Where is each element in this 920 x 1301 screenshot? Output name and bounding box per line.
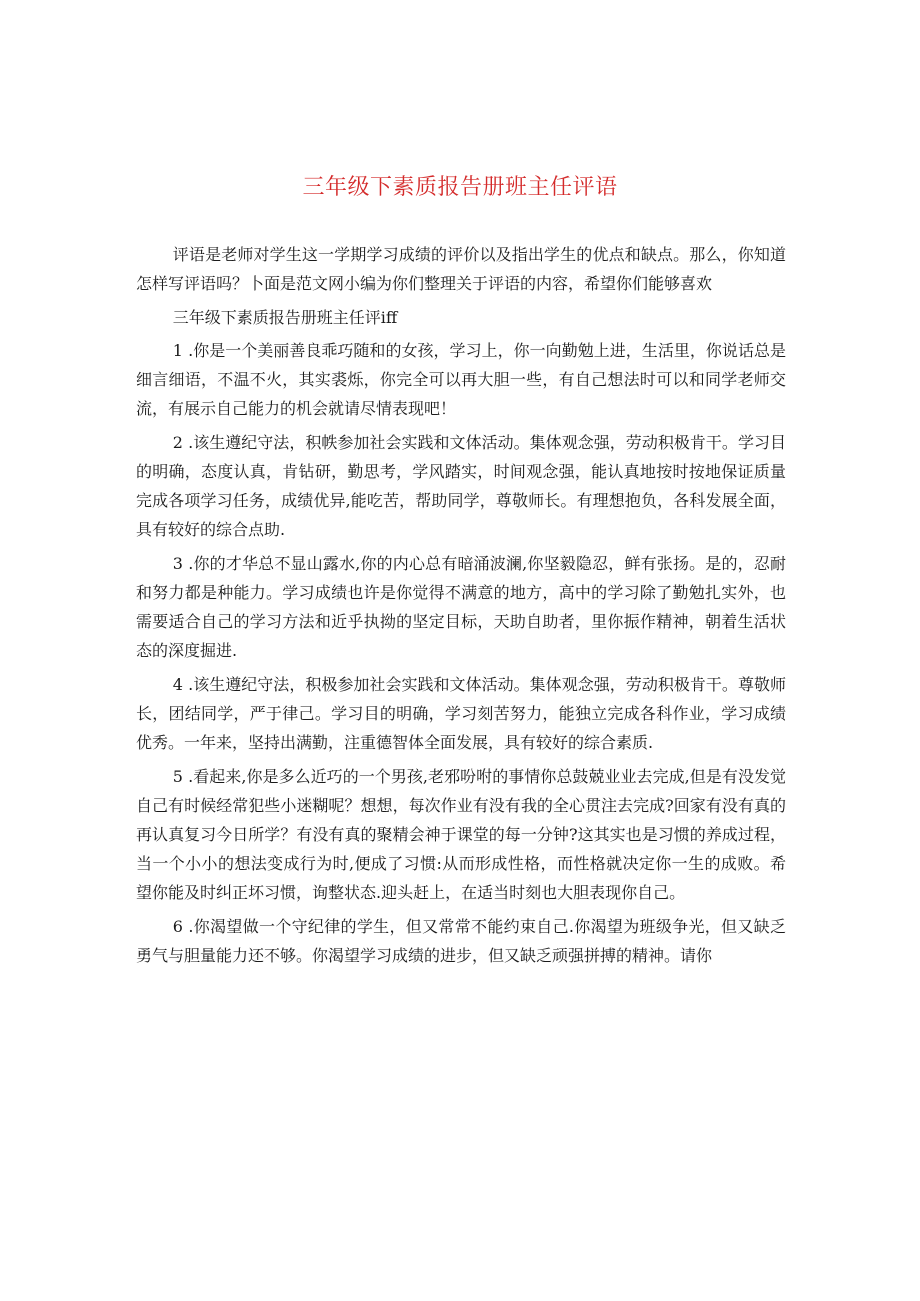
comment-item-6: 6 .你渴望做一个守纪律的学生，但又常常不能约束自己.你渴望为班级争光，但又缺乏勇气与胆量能力还不够。你渴望学习成绩的进步，但又缺乏顽强拼搏的精神。请你	[136, 917, 786, 965]
comment-item-4: 4 .该生遵纪守法，积极参加社会实践和文体活动。集体观念强，劳动积极肯干。尊敬师长，团结同学，严于律己。学习目的明确，学习刻苦努力，能独立完成各科作业，学习成绩优秀。一年来，坚持出满勤，注重德智体全面发展，具有较好的综合素质.	[136, 675, 786, 752]
document-body	[136, 240, 786, 975]
subheading: 三年级下素质报告册班主任评iff	[172, 308, 398, 327]
comment-item-3: 3 .你的才华总不显山露水,你的内心总有暗涌波澜,你坚毅隐忍，鲜有张扬。是的，忍耐和努力都是种能力。学习成绩也许是你觉得不满意的地方，高中的学习除了勤勉扎实外，也需要适合自己的学习方法和近乎执拗的坚定目标，天助自助者，里你振作精神，朝着生活状态的深度掘进.	[136, 554, 786, 660]
document-title: 三年级下素质报告册班主任评语	[302, 175, 618, 200]
comment-item-2: 2 .该生遵纪守法，积帙参加社会实践和文体活动。集体观念强，劳动积极肯干。学习目的明确，态度认真，肯钻研，勤思考，学风踏实，时间观念强，能认真地按时按地保证质量完成各项学习任务，成绩优异,能吃苦，帮助同学，尊敬师长。有理想抱负，各科发展全面，具有较好的综合点助.	[136, 433, 786, 539]
intro-paragraph: 评语是老师对学生这一学期学习成绩的评价以及指出学生的优点和缺点。那么，你知道怎样写评语吗？卜面是范文网小编为你们整理关于评语的内容，希望你们能够喜欢	[136, 245, 786, 293]
comment-item-5: 5 .看起来,你是多么近巧的一个男孩,老邪吩咐的事情你总鼓兢业业去完成,但是有没发觉自己有时候经常犯些小迷糊呢？想想，每次作业有没有我的全心贯注去完成?回家有没有真的再认真复习今日所学？有没有真的聚精会神于课堂的每一分钟?这其实也是习惯的养成过程，当一个小小的想法变成行为时,便成了习惯:从而形成性格，而性格就决定你一生的成败。希望你能及时纠正坏习惯，询整状态.迎头赶上，在适当时刻也大胆表现你自己。	[136, 767, 786, 902]
comment-item-1: 1 .你是一个美丽善良乖巧随和的女孩，学习上，你一向勤勉上进，生活里，你说话总是细言细语，不温不火，其实裘烁，你完全可以再大胆一些，有自己想法时可以和同学老师交流，有展示自己能力的机会就请尽情表现吧！	[136, 341, 786, 418]
